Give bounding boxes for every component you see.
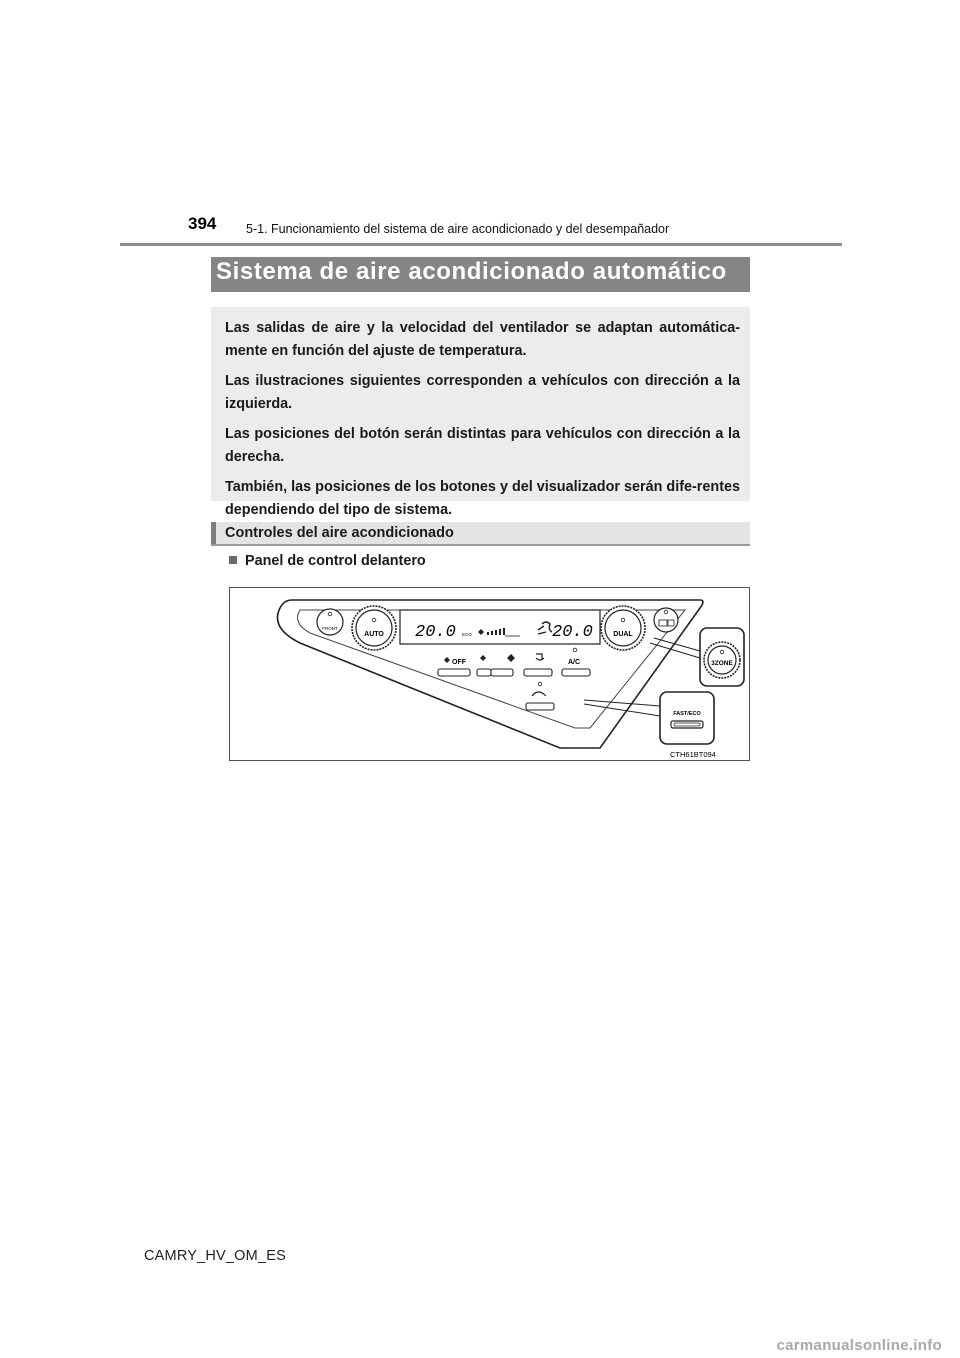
rear-defog-button (654, 608, 678, 632)
bullet-square-icon (229, 556, 237, 564)
page-number: 394 (188, 214, 217, 233)
auto-knob (352, 606, 396, 650)
fan-off-icon (444, 657, 450, 663)
front-label: FRONT (322, 626, 338, 631)
three-zone-label: 3ZONE (711, 660, 733, 667)
intro-paragraph: Las ilustraciones siguientes corresponden a vehículos con dirección a la izquierda. (225, 373, 740, 412)
fan-down-icon (480, 655, 486, 661)
off-label: OFF (452, 659, 466, 666)
subsection-bar (211, 522, 750, 546)
intro-box (211, 307, 750, 518)
bullet-item (229, 553, 426, 569)
recirculation-icon (532, 692, 546, 696)
control-panel-illustration (230, 588, 749, 760)
section-title: Sistema de aire acondicionado automático (216, 258, 727, 285)
lower-button-row (438, 648, 590, 710)
temp-left-readout: 20.0 (415, 623, 456, 642)
mode-button (524, 669, 552, 676)
intro-paragraph: Las salidas de aire y la velocidad del ventilador se adaptan automática-mente en función del ajuste de temperatura. (225, 320, 740, 359)
fan-up-button (491, 669, 513, 676)
mode-icon (536, 654, 544, 660)
intro-paragraph: También, las posiciones de los botones y del visualizador serán dife-rentes dependiendo del tipo de sistema. (225, 479, 740, 518)
figure-code: CTH61BT094 (670, 750, 716, 759)
auto-label: AUTO (364, 631, 384, 638)
off-button (438, 669, 470, 676)
subsection-title: Controles del aire acondicionado (225, 525, 454, 541)
watermark: carmanualsonline.info (776, 1337, 942, 1354)
dual-label: DUAL (613, 631, 633, 638)
front-defog-button (317, 609, 343, 635)
running-header: 5-1. Funcionamiento del sistema de aire acondicionado y del desempañador (246, 222, 670, 236)
subsection-accent (211, 522, 216, 544)
eco-indicator: ECO (462, 632, 472, 637)
dual-knob (601, 606, 645, 650)
fast-eco-label: FAST/ECO (673, 711, 701, 717)
footer-doc-code: CAMRY_HV_OM_ES (144, 1248, 286, 1264)
header-rule (120, 243, 842, 246)
temp-right-readout: 20.0 (552, 623, 593, 642)
fan-up-icon (507, 654, 515, 662)
fan-down-button (477, 669, 491, 676)
callout-leader-fast-eco (584, 700, 660, 716)
callout-leader-3zone (650, 638, 700, 658)
fast-eco-callout (660, 692, 714, 744)
recirculation-button (526, 703, 554, 710)
control-panel-figure (229, 587, 750, 761)
intro-paragraph: Las posiciones del botón serán distintas para vehículos con dirección a la derecha. (225, 426, 740, 465)
ac-label: A/C (568, 659, 581, 666)
ac-button (562, 669, 590, 676)
three-zone-callout (700, 628, 744, 686)
bullet-text: Panel de control delantero (245, 553, 426, 569)
